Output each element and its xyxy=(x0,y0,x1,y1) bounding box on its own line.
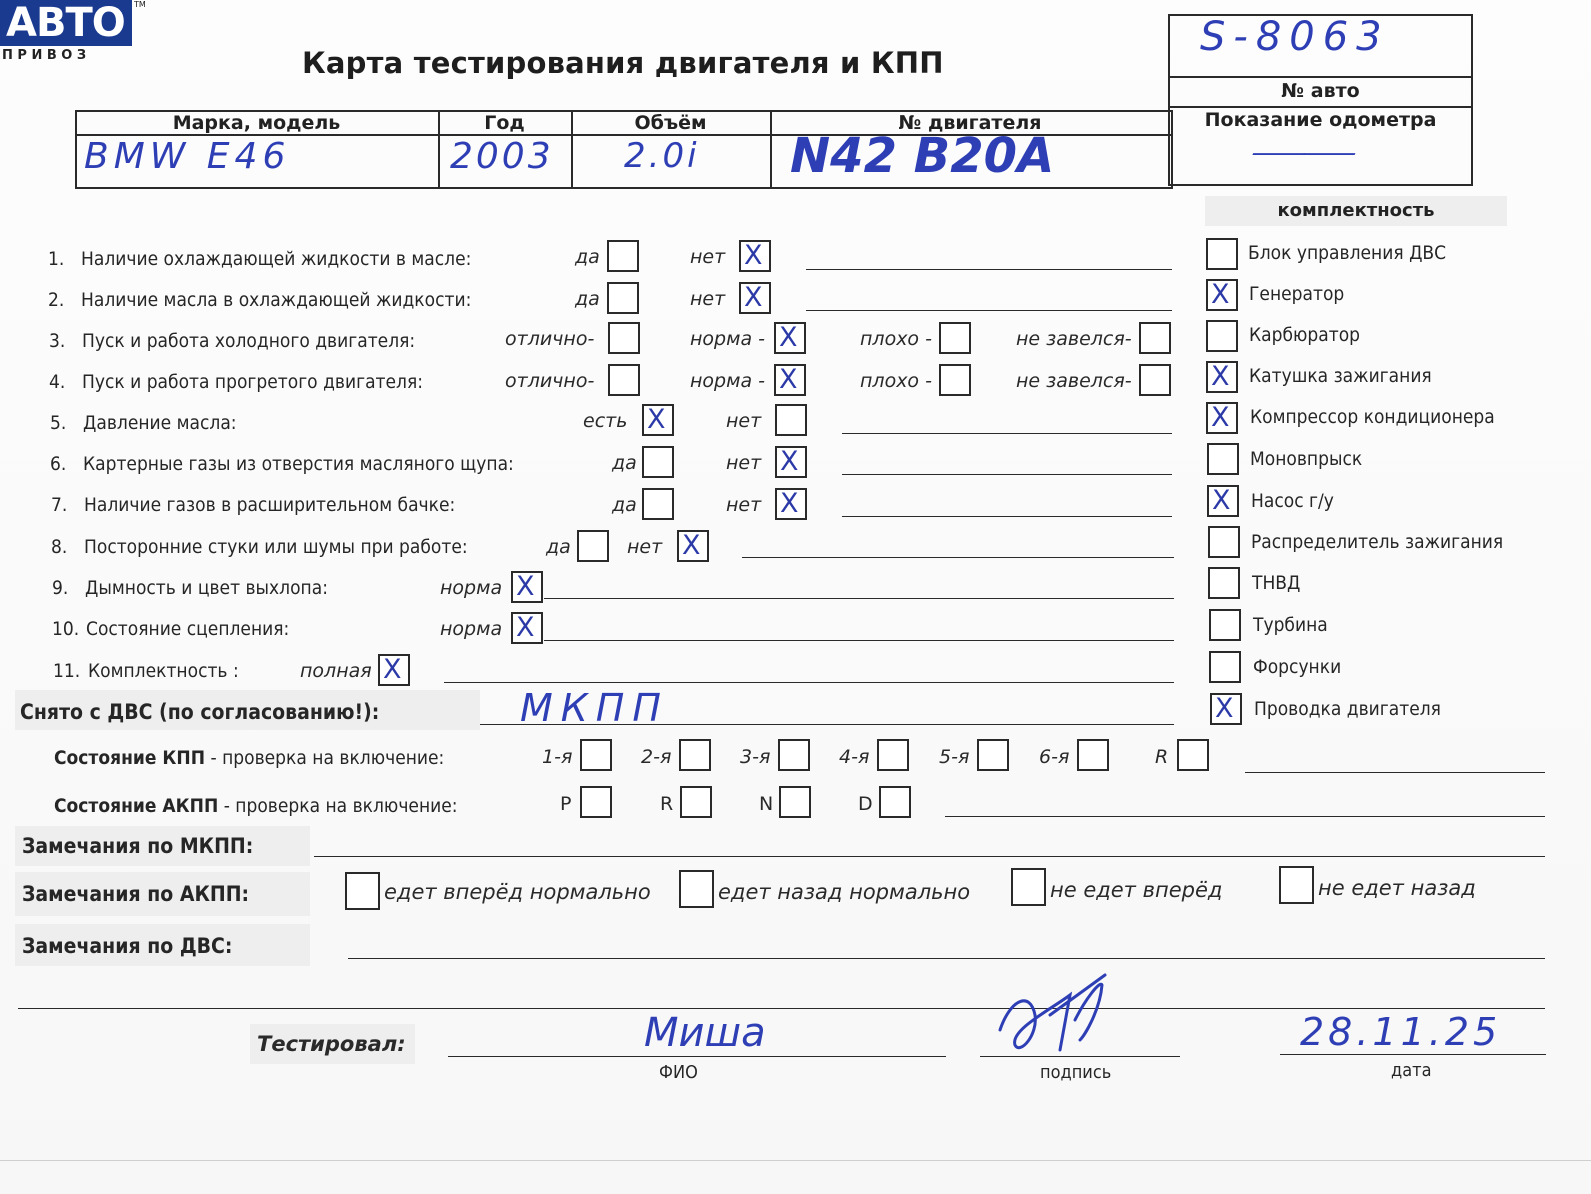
option-label: плохо - xyxy=(860,370,932,392)
completeness-checkbox[interactable]: X xyxy=(1206,361,1238,393)
gear-label: D xyxy=(858,793,873,815)
item-number: 7. xyxy=(51,494,68,516)
item-text: Наличие газов в расширительном бачке: xyxy=(84,494,456,516)
akpp-option-label: не едет назад xyxy=(1318,876,1476,900)
checkbox-yes[interactable]: X xyxy=(642,404,674,436)
gear-checkbox[interactable] xyxy=(1077,739,1109,771)
engine-label: № двигателя xyxy=(898,112,1042,134)
gear-checkbox[interactable] xyxy=(580,739,612,771)
completeness-label: Компрессор кондиционера xyxy=(1250,406,1495,428)
brand-label: Марка, модель xyxy=(172,112,341,134)
volume-value: 2.0i xyxy=(624,136,700,176)
checkbox-excellent[interactable] xyxy=(608,364,640,396)
completeness-checkbox[interactable] xyxy=(1208,567,1240,599)
completeness-checkbox[interactable]: X xyxy=(1210,693,1242,725)
option-label: норма xyxy=(440,577,503,599)
logo xyxy=(0,0,146,66)
item-text: Комплектность : xyxy=(88,660,239,682)
completeness-checkbox[interactable] xyxy=(1209,651,1241,683)
akpp-forward-ok-checkbox[interactable] xyxy=(345,872,380,910)
option-label: нет xyxy=(690,246,726,268)
date-label: дата xyxy=(1391,1060,1432,1081)
completeness-label: Карбюратор xyxy=(1249,324,1361,346)
checkbox-yes[interactable] xyxy=(607,282,639,314)
completeness-checkbox[interactable] xyxy=(1206,238,1238,270)
checkbox-normal[interactable]: X xyxy=(774,364,806,396)
checkbox-yes[interactable] xyxy=(642,446,674,478)
completeness-checkbox[interactable]: X xyxy=(1206,402,1238,434)
checkbox-bad[interactable] xyxy=(939,364,971,396)
year-label: Год xyxy=(484,112,525,134)
option-label: норма - xyxy=(690,328,765,350)
item-text: Картерные газы из отверстия масляного щупа: xyxy=(83,453,514,475)
completeness-checkbox[interactable]: X xyxy=(1207,485,1239,517)
gear-label: 6-я xyxy=(1039,746,1070,768)
gear-label: 2-я xyxy=(641,746,672,768)
option-label: не завелся- xyxy=(1016,370,1132,392)
akpp-option-label: едет вперёд нормально xyxy=(384,880,651,904)
item-text: Наличие масла в охлаждающей жидкости: xyxy=(81,289,472,311)
completeness-checkbox[interactable]: X xyxy=(1206,279,1238,311)
logo-subtext: П Р И В О З xyxy=(2,48,87,63)
option-label: нет xyxy=(726,410,762,432)
gear-label: 5-я xyxy=(939,746,970,768)
gear-label: N xyxy=(759,793,774,815)
item-text: Пуск и работа холодного двигателя: xyxy=(82,330,416,352)
item-text: Наличие охлаждающей жидкости в масле: xyxy=(81,248,472,270)
completeness-checkbox[interactable] xyxy=(1206,320,1238,352)
akpp-no-forward-checkbox[interactable] xyxy=(1011,868,1046,906)
sign-label: подпись xyxy=(1040,1062,1112,1083)
volume-label: Объём xyxy=(634,112,707,134)
item-number: 1. xyxy=(48,248,65,270)
item-number: 3. xyxy=(49,330,66,352)
gear-label: 4-я xyxy=(839,746,870,768)
removed-label: Снято с ДВС (по согласованию!): xyxy=(20,700,380,724)
completeness-checkbox[interactable] xyxy=(1209,609,1241,641)
remarks-akpp-label: Замечания по АКПП: xyxy=(22,882,250,906)
completeness-label: Генератор xyxy=(1249,283,1345,305)
option-label: да xyxy=(575,246,600,268)
option-label: да xyxy=(546,536,571,558)
checkbox-no-start[interactable] xyxy=(1139,364,1171,396)
gear-label: 3-я xyxy=(740,746,771,768)
removed-value: МКПП xyxy=(520,686,669,730)
akpp-no-backward-checkbox[interactable] xyxy=(1279,866,1314,904)
akpp-backward-ok-checkbox[interactable] xyxy=(679,870,714,908)
gear-checkbox[interactable] xyxy=(1177,739,1209,771)
logo-text: АВТО xyxy=(6,0,125,46)
checkbox-yes[interactable] xyxy=(607,240,639,272)
checkbox-normal[interactable]: X xyxy=(511,612,543,644)
gear-checkbox[interactable] xyxy=(580,786,612,818)
option-label: нет xyxy=(726,494,762,516)
item-text: Давление масла: xyxy=(83,412,237,434)
tested-label: Тестировал: xyxy=(257,1032,406,1056)
checkbox-excellent[interactable] xyxy=(608,322,640,354)
kpp-label: Состояние КПП - проверка на включение: xyxy=(54,747,445,769)
checkbox-no[interactable]: X xyxy=(739,282,771,314)
gear-checkbox[interactable] xyxy=(679,739,711,771)
logo-trademark: TM xyxy=(134,0,146,9)
fio-label: ФИО xyxy=(659,1062,698,1083)
option-label: не завелся- xyxy=(1016,328,1132,350)
year-value: 2003 xyxy=(450,136,554,177)
auto-number-label: № авто xyxy=(1281,80,1360,102)
completeness-label: Турбина xyxy=(1253,614,1328,636)
odometer-value: —— xyxy=(1250,138,1352,168)
item-text: Дымность и цвет выхлопа: xyxy=(85,577,328,599)
auto-number-value: S-8063 xyxy=(1200,14,1390,60)
completeness-title: комплектность xyxy=(1277,200,1435,221)
gear-checkbox[interactable] xyxy=(879,786,911,818)
gear-label: P xyxy=(560,793,572,815)
gear-checkbox[interactable] xyxy=(877,739,909,771)
option-label: нет xyxy=(690,288,726,310)
option-label: полная xyxy=(300,660,372,682)
checkbox-bad[interactable] xyxy=(939,322,971,354)
option-label: нет xyxy=(627,536,663,558)
item-number: 4. xyxy=(49,371,66,393)
completeness-label: Моновпрыск xyxy=(1250,448,1363,470)
completeness-label: Блок управления ДВС xyxy=(1248,242,1447,264)
gear-label: R xyxy=(1155,746,1169,768)
gear-label: 1-я xyxy=(542,746,573,768)
checkbox-no[interactable]: X xyxy=(739,240,771,272)
option-label: плохо - xyxy=(860,328,932,350)
option-label: нет xyxy=(726,452,762,474)
option-label: отлично- xyxy=(505,328,595,350)
option-label: да xyxy=(612,452,637,474)
akpp-option-label: не едет вперёд xyxy=(1050,878,1223,902)
gear-checkbox[interactable] xyxy=(779,786,811,818)
item-number: 11. xyxy=(53,660,81,682)
completeness-label: Катушка зажигания xyxy=(1249,365,1432,387)
option-label: отлично- xyxy=(505,370,595,392)
page-title: Карта тестирования двигателя и КПП xyxy=(302,46,944,80)
option-label: есть xyxy=(583,410,628,432)
option-label: норма - xyxy=(690,370,765,392)
item-text: Пуск и работа прогретого двигателя: xyxy=(82,371,424,393)
item-number: 9. xyxy=(52,577,69,599)
item-number: 10. xyxy=(52,618,80,640)
checkbox-no[interactable]: X xyxy=(775,446,807,478)
completeness-checkbox[interactable] xyxy=(1207,443,1239,475)
tester-name: Миша xyxy=(644,1010,766,1056)
checkbox-no[interactable] xyxy=(775,404,807,436)
completeness-label: ТНВД xyxy=(1252,572,1301,594)
gear-label: R xyxy=(660,793,674,815)
checkbox-no[interactable]: X xyxy=(775,488,807,520)
gear-checkbox[interactable] xyxy=(778,739,810,771)
checkbox-yes[interactable] xyxy=(642,488,674,520)
odometer-label: Показание одометра xyxy=(1204,109,1437,131)
gear-checkbox[interactable] xyxy=(977,739,1009,771)
checkbox-full[interactable]: X xyxy=(378,654,410,686)
checkbox-normal[interactable]: X xyxy=(774,322,806,354)
option-label: да xyxy=(575,288,600,310)
completeness-label: Проводка двигателя xyxy=(1254,698,1441,720)
remarks-mkpp-label: Замечания по МКПП: xyxy=(22,834,254,858)
akpp-option-label: едет назад нормально xyxy=(718,880,971,904)
item-number: 2. xyxy=(48,289,65,311)
engine-value: N42 B20A xyxy=(790,128,1055,184)
item-text: Посторонние стуки или шумы при работе: xyxy=(84,536,468,558)
date-value: 28.11.25 xyxy=(1300,1010,1502,1054)
item-number: 6. xyxy=(50,453,67,475)
brand-value: BMW E46 xyxy=(84,136,291,177)
signature xyxy=(990,960,1140,1070)
item-number: 8. xyxy=(51,536,68,558)
option-label: норма xyxy=(440,618,503,640)
completeness-label: Форсунки xyxy=(1253,656,1342,678)
checkbox-yes[interactable] xyxy=(577,530,609,562)
checkbox-no[interactable]: X xyxy=(677,530,709,562)
gear-checkbox[interactable] xyxy=(680,786,712,818)
completeness-label: Насос г/у xyxy=(1251,490,1334,512)
completeness-label: Распределитель зажигания xyxy=(1251,531,1504,553)
akpp-label: Состояние АКПП - проверка на включение: xyxy=(54,795,458,817)
checkbox-normal[interactable]: X xyxy=(511,571,543,603)
item-text: Состояние сцепления: xyxy=(86,618,290,640)
remarks-dvs-label: Замечания по ДВС: xyxy=(22,934,233,958)
option-label: да xyxy=(612,494,637,516)
checkbox-no-start[interactable] xyxy=(1139,322,1171,354)
item-number: 5. xyxy=(50,412,67,434)
completeness-checkbox[interactable] xyxy=(1208,526,1240,558)
